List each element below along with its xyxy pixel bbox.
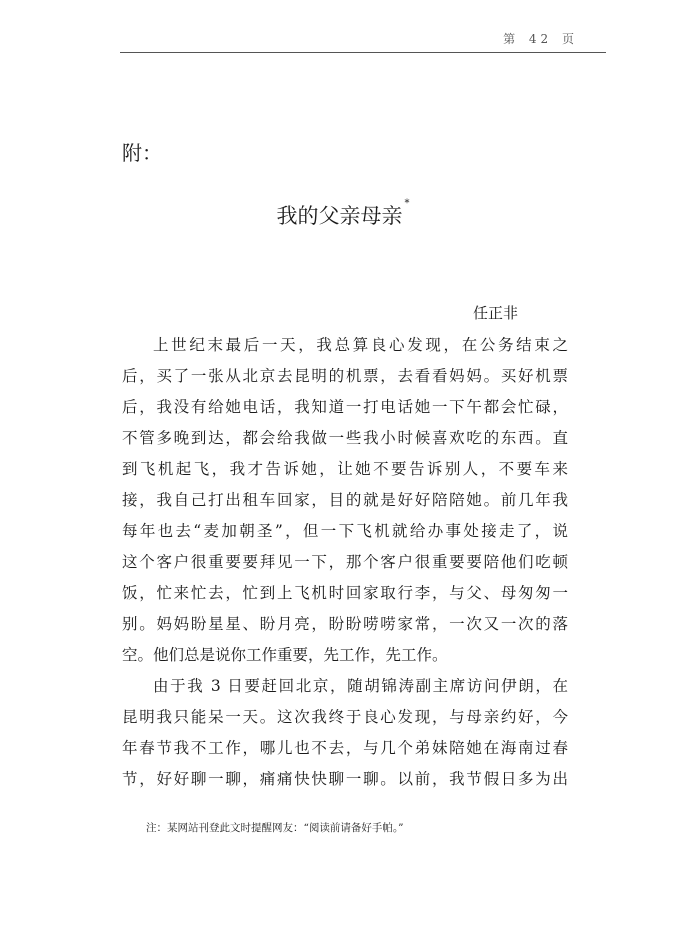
text-line: 这个客户很重要要拜见一下，那个客户很重要要陪他们吃顿: [122, 553, 568, 571]
text-line: 上世纪末最后一天，我总算良心发现，在公务结束之: [153, 336, 568, 354]
text-line: 节，好好聊一聊，痛痛快快聊一聊。以前，我节假日多为出: [122, 770, 568, 788]
doc-title: [0, 200, 686, 230]
text-line: 别。妈妈盼星星、盼月亮，盼盼唠唠家常，一次又一次的落: [122, 615, 568, 633]
text-line: 饭，忙来忙去，忙到上飞机时回家取行李，与父、母匆匆一: [122, 584, 568, 602]
text-line: 后，买了一张从北京去昆明的机票，去看看妈妈。买好机票: [122, 367, 568, 385]
text-line: 昆明我只能呆一天。这次我终于良心发现，与母亲约好，今: [122, 708, 568, 726]
text-line: 到飞机起飞，我才告诉她，让她不要告诉别人，不要车来: [122, 460, 568, 478]
text-line: 空。他们总是说你工作重要，先工作，先工作。: [122, 646, 448, 664]
footnote-mark: *: [404, 198, 410, 209]
body-text: [122, 330, 568, 795]
paragraph: [122, 330, 568, 671]
text-line: 年春节我不工作，哪儿也不去，与几个弟妹陪她在海南过春: [122, 739, 568, 757]
text-line: 每年也去“麦加朝圣”，但一下飞机就给办事处接走了，说: [122, 522, 568, 540]
text-line: 由于我 3 日要赶回北京，随胡锦涛副主席访问伊朗，在: [153, 677, 568, 695]
doc-title-text: 我的父亲母亲: [276, 204, 403, 228]
page-number: 第 42 页: [503, 32, 578, 46]
appendix-label: 附：: [122, 141, 162, 165]
footnote: 注：某网站刊登此文时提醒网友：“阅读前请备好手帕。”: [146, 822, 404, 834]
author-name: 任正非: [473, 304, 519, 322]
text-line: 不管多晚到达，都会给我做一些我小时候喜欢吃的东西。直: [122, 429, 568, 447]
page-header: [120, 30, 606, 53]
paragraph: [122, 671, 568, 795]
text-line: 后，我没有给她电话，我知道一打电话她一下午都会忙碌，: [122, 398, 568, 416]
text-line: 接，我自己打出租车回家，目的就是好好陪陪她。前几年我: [122, 491, 568, 509]
